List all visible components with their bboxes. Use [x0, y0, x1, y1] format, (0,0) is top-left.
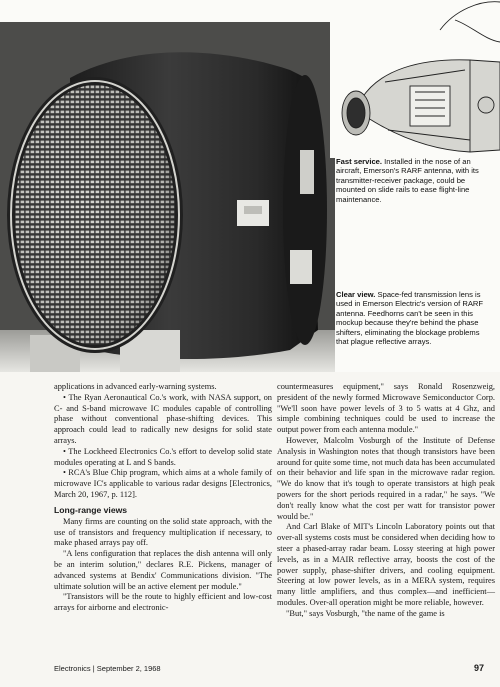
paragraph: However, Malcolm Vosburgh of the Institute of Defense Analysis in Washington notes that though transistors have been around for quite some time, not much data has been accumulated on their behavior and life span in the microwave radar region. "We do know that it's tough to operate transistors at high peak powers for the short periods required in a radar," he says. "We don't really know what the cost per watt for transistor power would be."	[277, 435, 495, 521]
caption-fast-service-lead: Fast service.	[336, 157, 383, 166]
caption-clear-view-body: Space-fed transmission lens is used in Emerson Electric's version of RARF antenna. Feedhorns can't be seen in this mockup because they're behind the phase shifters, eliminating the blockage problems that plague reflective arrays.	[336, 290, 484, 347]
paragraph: "A lens configuration that replaces the dish antenna will only be an interim solution," declares R.E. Pickens, manager of advanced systems at Bendix' Communications division. "The ultimate solution will be an active element per module."	[54, 549, 272, 591]
paragraph: • The Lockheed Electronics Co.'s effort to develop solid state modules operating at L and S bands.	[54, 446, 272, 467]
caption-fast-service	[336, 157, 486, 204]
paragraph: Many firms are counting on the solid state approach, with the use of transistors and frequency multiplication if necessary, to make phased arrays pay off.	[54, 516, 272, 548]
publication-dateline: Electronics | September 2, 1968	[54, 664, 161, 673]
caption-clear-view-lead: Clear view.	[336, 290, 376, 299]
paragraph: applications in advanced early-warning systems.	[54, 382, 217, 391]
article-column-right	[277, 382, 495, 620]
page-number: 97	[473, 663, 484, 673]
caption-fast-service-body: Installed in the nose of an aircraft, Emerson's RARF antenna, with its transmitter-receiver package, could be mounted on slide rails to ease flight-line maintenance.	[336, 157, 479, 204]
paragraph: And Carl Blake of MIT's Lincoln Laboratory points out that over-all systems costs must be considered when deciding how to steer a phased-array radar beam. Lossy steering at high power levels, as in a MAIR reflective array, boosts the cost of the power supply, phase-shifter drivers, and cooling equipment. Steering at low power levels, as in a MERA system, requires many little amplifiers, and thus complex—and inefficient—modules. Over-all operation might be more reliable, however.	[277, 522, 495, 607]
page-footer	[54, 664, 494, 676]
paragraph: • The Ryan Aeronautical Co.'s work, with NASA support, on C- and S-band microwave IC modules capable of controlling phase without conventional phase-shifting devices. This approach could lead to radically new designs for solid state arrays.	[54, 392, 272, 445]
paragraph: • RCA's Blue Chip program, which aims at a whole family of microwave IC's applicable to various radar designs [Electronics, March 20, 1967, p. 112].	[54, 468, 272, 499]
article-column-left	[54, 382, 272, 614]
paragraph: "But," says Vosburgh, "the name of the game is	[286, 608, 445, 618]
paragraph: "Transistors will be the route to highly efficient and low-cost arrays for airborne and electronic-	[54, 592, 272, 613]
paragraph: countermeasures equipment," says Ronald Rosenzweig, president of the newly formed Microwave Semiconductor Corp. "We'll soon have power levels of 3 to 5 watts at 4 Ghz, and simple combining techniques could be used to increase the output power from each antenna module."	[277, 382, 495, 435]
section-subhead: Long-range views	[54, 504, 128, 515]
caption-clear-view	[336, 290, 486, 346]
